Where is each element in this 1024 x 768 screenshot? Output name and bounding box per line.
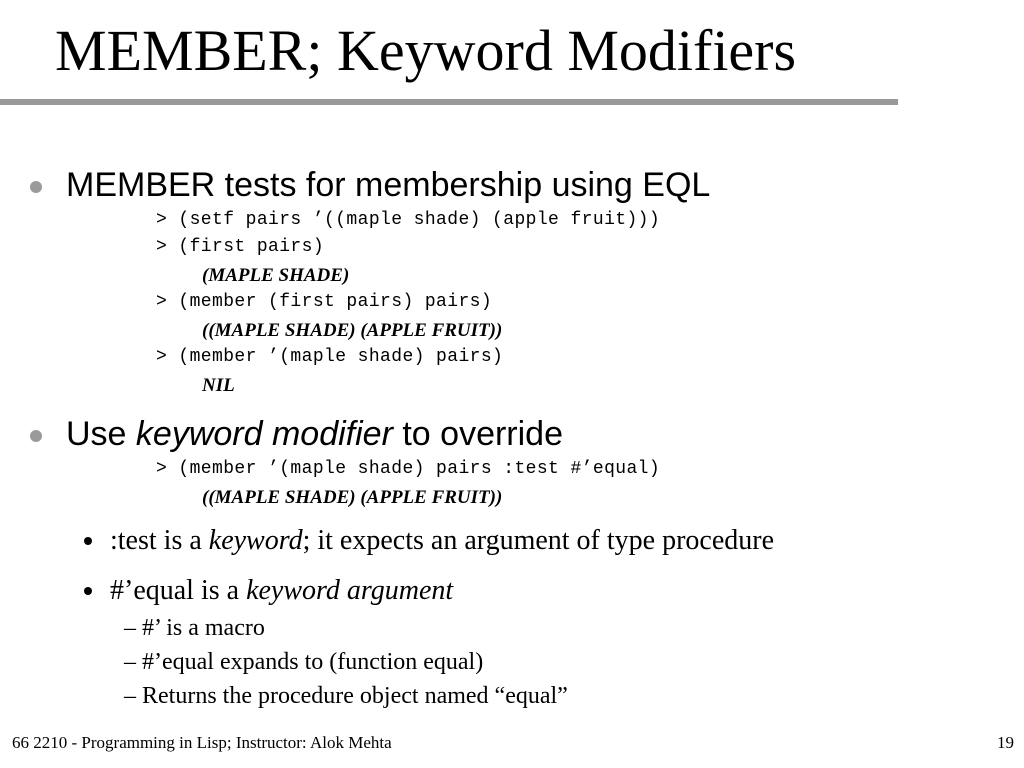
sub-bullet-icon (84, 587, 92, 595)
code-line: > (member ’(maple shade) pairs :test #’equal) (156, 459, 661, 479)
title-underline (0, 99, 898, 105)
sub-bullet-equal-argument (110, 577, 453, 605)
sub-bullet-text: #’equal is a (110, 575, 247, 606)
sub-sub-item: #’ is a macro (142, 615, 265, 641)
bullet-text: to override (392, 415, 563, 453)
sub-bullet-icon (84, 537, 92, 545)
code-line: > (setf pairs ’((maple shade) (apple fruit))) (156, 210, 661, 230)
code-line: > (member ’(maple shade) pairs) (156, 347, 504, 367)
sub-bullet-emphasis: keyword argument (246, 575, 454, 606)
sub-bullet-test-keyword (110, 527, 774, 555)
sub-sub-item: #’equal expands to (function equal) (142, 649, 484, 675)
sub-bullet-emphasis: keyword (208, 525, 303, 556)
dash-marker: – (124, 683, 136, 709)
bullet-icon (30, 430, 42, 442)
sub-bullet-text: :test is a (110, 525, 209, 556)
page-number: 19 (997, 733, 1014, 752)
footer-course-info: 66 2210 - Programming in Lisp; Instructor: Alok Mehta (12, 733, 392, 752)
bullet-member-tests: MEMBER tests for membership using EQL (66, 166, 711, 204)
sub-sub-item: Returns the procedure object named “equal” (142, 683, 568, 709)
bullet-icon (30, 181, 42, 193)
bullet-emphasis: keyword modifier (135, 415, 393, 453)
dash-marker: – (124, 615, 136, 641)
bullet-text: Use (66, 415, 136, 453)
dash-marker: – (124, 649, 136, 675)
slide-title: MEMBER; Keyword Modifiers (55, 18, 797, 83)
result-line: (MAPLE SHADE) (202, 265, 350, 286)
code-line: > (member (first pairs) pairs) (156, 292, 493, 312)
result-line: ((MAPLE SHADE) (APPLE FRUIT)) (202, 487, 503, 508)
sub-bullet-text: ; it expects an argument of type procedure (302, 525, 775, 556)
code-line: > (first pairs) (156, 237, 325, 257)
bullet-keyword-modifier (66, 417, 563, 451)
result-line: NIL (202, 375, 235, 396)
result-line: ((MAPLE SHADE) (APPLE FRUIT)) (202, 320, 503, 341)
